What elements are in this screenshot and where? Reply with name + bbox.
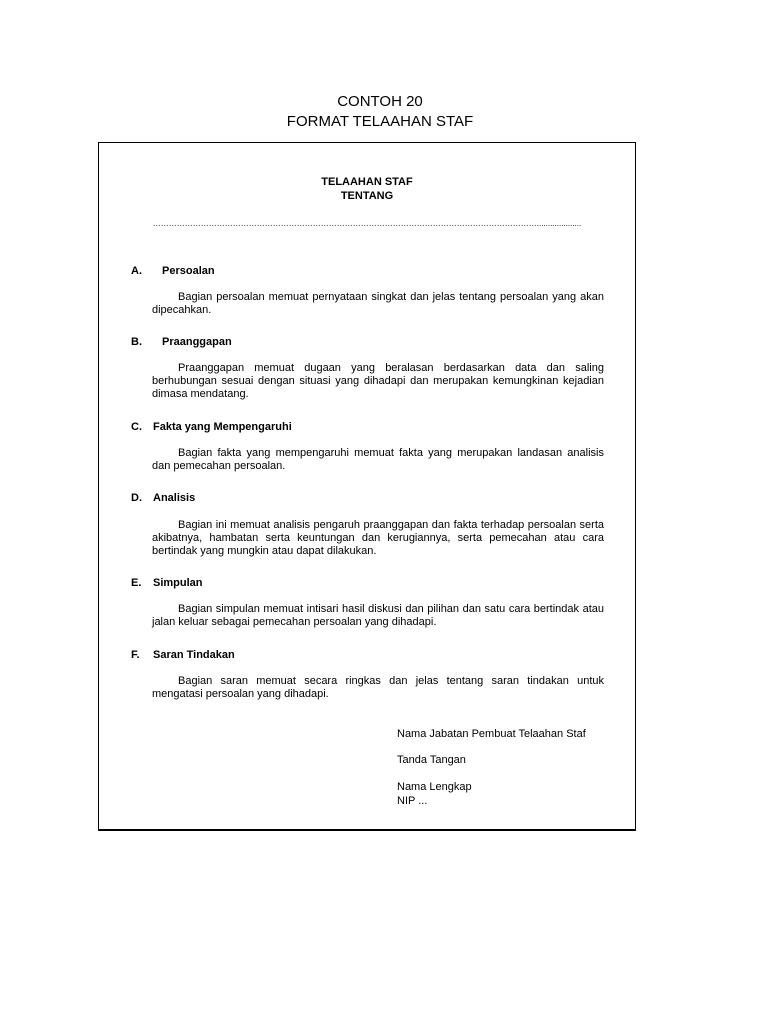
section-letter: A.	[131, 265, 142, 277]
section-body-c	[152, 447, 604, 473]
section-text: Bagian simpulan memuat intisari hasil diskusi dan pilihan dan satu cara bertindak atau jalan keluar sebagai pemecahan persoalan yang dihadapi.	[152, 603, 604, 628]
section-heading-f	[131, 648, 235, 662]
section-letter: C.	[131, 421, 142, 433]
section-body-d	[152, 519, 604, 558]
section-letter: F.	[131, 649, 140, 661]
section-body-b	[152, 362, 604, 401]
heading-contoh: CONTOH 20	[337, 93, 423, 110]
signature-position: Nama Jabatan Pembuat Telaahan Staf	[397, 728, 586, 740]
section-title: Saran Tindakan	[153, 649, 235, 661]
section-title: Praanggapan	[162, 336, 232, 348]
signature-sign: Tanda Tangan	[397, 754, 466, 766]
signature-full-name: Nama Lengkap	[397, 781, 472, 793]
document-subtitle: TENTANG	[340, 190, 394, 202]
section-text: Bagian saran memuat secara ringkas dan jelas tentang saran tindakan untuk mengatasi persoalan yang dihadapi.	[152, 675, 604, 700]
section-title: Analisis	[153, 492, 196, 504]
section-heading-a	[131, 264, 215, 278]
page-heading	[0, 92, 760, 132]
section-heading-e	[131, 576, 203, 590]
topic-placeholder-dots: ………………………………………………………………………………………………………………………………....................	[152, 219, 582, 228]
section-heading-c	[131, 420, 292, 434]
section-text: Bagian fakta yang mempengaruhi memuat fakta yang merupakan landasan analisis dan pemecahan persoalan.	[152, 447, 604, 472]
section-letter: B.	[131, 336, 142, 348]
heading-format: FORMAT TELAAHAN STAF	[286, 113, 474, 130]
section-letter: E.	[131, 577, 142, 589]
section-text: Praanggapan memuat dugaan yang beralasan berdasarkan data dan saling berhubungan sesuai dengan situasi yang dihadapi dan merupakan kemungkinan kejadian dimasa mendatang.	[152, 362, 604, 400]
document-title: TELAAHAN STAF	[321, 176, 413, 188]
section-title: Simpulan	[153, 577, 203, 589]
signature-nip: NIP ...	[397, 795, 428, 807]
section-heading-b	[131, 335, 232, 349]
document-box	[98, 142, 636, 831]
section-body-e	[152, 603, 604, 629]
section-heading-d	[131, 491, 195, 505]
section-body-f	[152, 675, 604, 701]
section-title: Fakta yang Mempengaruhi	[153, 421, 292, 433]
section-body-a	[152, 291, 604, 317]
section-text: Bagian persoalan memuat pernyataan singkat dan jelas tentang persoalan yang akan dipecahkan.	[152, 291, 604, 316]
section-text: Bagian ini memuat analisis pengaruh praanggapan dan fakta terhadap persoalan serta akibatnya, hambatan serta keuntungan dan kerugiannya, serta pemecahan atau cara bertindak yang mungkin atau dapat dilakukan.	[152, 519, 604, 557]
section-letter: D.	[131, 492, 142, 504]
section-title: Persoalan	[162, 265, 215, 277]
